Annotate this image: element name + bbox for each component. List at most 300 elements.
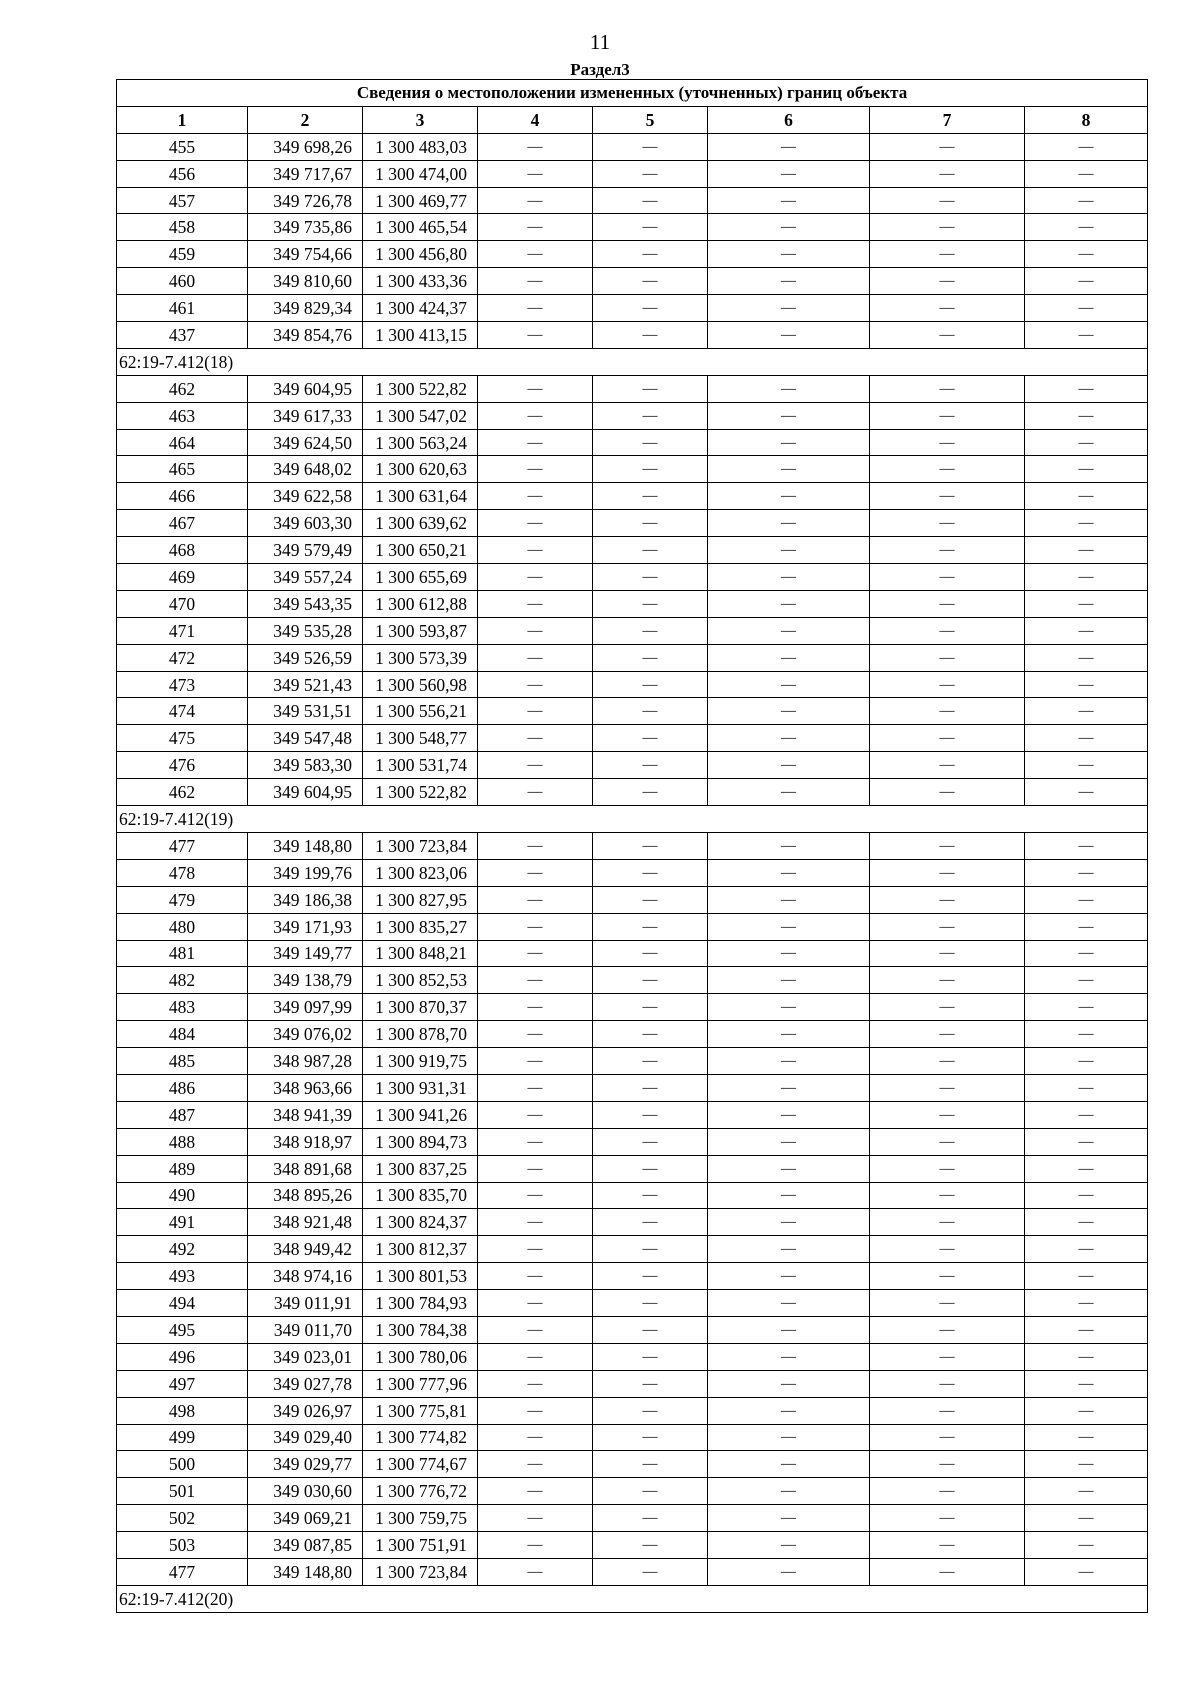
x-coordinate-cell: 349 604,95 — [248, 375, 363, 402]
x-coordinate-cell: 349 521,43 — [248, 671, 363, 698]
y-coordinate-cell: 1 300 612,88 — [363, 590, 478, 617]
x-coordinate-cell: 349 029,40 — [248, 1424, 363, 1451]
empty-value-cell: — — [593, 1209, 708, 1236]
empty-value-cell: — — [593, 429, 708, 456]
table-row — [117, 1532, 1148, 1559]
x-coordinate-cell: 349 810,60 — [248, 268, 363, 295]
empty-value-cell: — — [478, 1424, 593, 1451]
empty-value-cell: — — [708, 698, 870, 725]
table-row — [117, 375, 1148, 402]
empty-value-cell: — — [478, 375, 593, 402]
y-coordinate-cell: 1 300 777,96 — [363, 1370, 478, 1397]
empty-value-cell: — — [593, 375, 708, 402]
empty-value-cell: — — [478, 832, 593, 859]
empty-value-cell: — — [1025, 1532, 1148, 1559]
point-number-cell: 476 — [117, 752, 248, 779]
empty-value-cell: — — [708, 1182, 870, 1209]
empty-value-cell: — — [708, 859, 870, 886]
table-row — [117, 1424, 1148, 1451]
empty-value-cell: — — [478, 779, 593, 806]
y-coordinate-cell: 1 300 631,64 — [363, 483, 478, 510]
empty-value-cell: — — [593, 1290, 708, 1317]
x-coordinate-cell: 349 097,99 — [248, 994, 363, 1021]
empty-value-cell: — — [708, 617, 870, 644]
empty-value-cell: — — [870, 483, 1025, 510]
empty-value-cell: — — [478, 456, 593, 483]
x-coordinate-cell: 349 698,26 — [248, 133, 363, 160]
y-coordinate-cell: 1 300 723,84 — [363, 832, 478, 859]
empty-value-cell: — — [478, 1182, 593, 1209]
y-coordinate-cell: 1 300 774,82 — [363, 1424, 478, 1451]
y-coordinate-cell: 1 300 835,70 — [363, 1182, 478, 1209]
point-number-cell: 498 — [117, 1397, 248, 1424]
empty-value-cell: — — [593, 1182, 708, 1209]
point-number-cell: 488 — [117, 1128, 248, 1155]
empty-value-cell: — — [1025, 1074, 1148, 1101]
empty-value-cell: — — [870, 590, 1025, 617]
table-row — [117, 456, 1148, 483]
empty-value-cell: — — [708, 1128, 870, 1155]
point-number-cell: 494 — [117, 1290, 248, 1317]
empty-value-cell: — — [1025, 564, 1148, 591]
point-number-cell: 474 — [117, 698, 248, 725]
point-number-cell: 502 — [117, 1505, 248, 1532]
y-coordinate-cell: 1 300 469,77 — [363, 187, 478, 214]
empty-value-cell: — — [1025, 967, 1148, 994]
y-coordinate-cell: 1 300 522,82 — [363, 779, 478, 806]
empty-value-cell: — — [478, 590, 593, 617]
empty-value-cell: — — [1025, 1128, 1148, 1155]
empty-value-cell: — — [478, 752, 593, 779]
empty-value-cell: — — [478, 295, 593, 322]
empty-value-cell: — — [1025, 832, 1148, 859]
y-coordinate-cell: 1 300 837,25 — [363, 1155, 478, 1182]
empty-value-cell: — — [708, 1021, 870, 1048]
table-row — [117, 295, 1148, 322]
empty-value-cell: — — [708, 886, 870, 913]
y-coordinate-cell: 1 300 573,39 — [363, 644, 478, 671]
y-coordinate-cell: 1 300 801,53 — [363, 1263, 478, 1290]
point-number-cell: 459 — [117, 241, 248, 268]
empty-value-cell: — — [708, 322, 870, 349]
table-row — [117, 1128, 1148, 1155]
table-row — [117, 1155, 1148, 1182]
empty-value-cell: — — [593, 537, 708, 564]
y-coordinate-cell: 1 300 774,67 — [363, 1451, 478, 1478]
y-coordinate-cell: 1 300 563,24 — [363, 429, 478, 456]
empty-value-cell: — — [478, 268, 593, 295]
column-number-row — [117, 106, 1148, 133]
point-number-cell: 500 — [117, 1451, 248, 1478]
point-number-cell: 471 — [117, 617, 248, 644]
point-number-cell: 464 — [117, 429, 248, 456]
empty-value-cell: — — [708, 1478, 870, 1505]
empty-value-cell: — — [478, 698, 593, 725]
empty-value-cell: — — [870, 1451, 1025, 1478]
point-number-cell: 463 — [117, 402, 248, 429]
empty-value-cell: — — [708, 402, 870, 429]
table-row — [117, 133, 1148, 160]
empty-value-cell: — — [708, 1290, 870, 1317]
column-header: 8 — [1025, 106, 1148, 133]
empty-value-cell: — — [1025, 214, 1148, 241]
empty-value-cell: — — [1025, 1101, 1148, 1128]
empty-value-cell: — — [708, 268, 870, 295]
empty-value-cell: — — [593, 402, 708, 429]
x-coordinate-cell: 349 148,80 — [248, 1558, 363, 1585]
empty-value-cell: — — [1025, 1316, 1148, 1343]
empty-value-cell: — — [870, 994, 1025, 1021]
empty-value-cell: — — [708, 671, 870, 698]
table-row — [117, 510, 1148, 537]
empty-value-cell: — — [1025, 1558, 1148, 1585]
x-coordinate-cell: 349 171,93 — [248, 913, 363, 940]
x-coordinate-cell: 349 557,24 — [248, 564, 363, 591]
empty-value-cell: — — [478, 537, 593, 564]
table-row — [117, 268, 1148, 295]
y-coordinate-cell: 1 300 775,81 — [363, 1397, 478, 1424]
empty-value-cell: — — [478, 564, 593, 591]
empty-value-cell: — — [708, 456, 870, 483]
empty-value-cell: — — [478, 886, 593, 913]
x-coordinate-cell: 349 583,30 — [248, 752, 363, 779]
empty-value-cell: — — [708, 940, 870, 967]
x-coordinate-cell: 348 895,26 — [248, 1182, 363, 1209]
empty-value-cell: — — [708, 160, 870, 187]
empty-value-cell: — — [478, 1370, 593, 1397]
y-coordinate-cell: 1 300 531,74 — [363, 752, 478, 779]
empty-value-cell: — — [708, 133, 870, 160]
x-coordinate-cell: 349 027,78 — [248, 1370, 363, 1397]
x-coordinate-cell: 349 854,76 — [248, 322, 363, 349]
empty-value-cell: — — [1025, 940, 1148, 967]
empty-value-cell: — — [708, 295, 870, 322]
point-number-cell: 467 — [117, 510, 248, 537]
x-coordinate-cell: 349 717,67 — [248, 160, 363, 187]
table-row — [117, 241, 1148, 268]
point-number-cell: 477 — [117, 1558, 248, 1585]
empty-value-cell: — — [1025, 698, 1148, 725]
empty-value-cell: — — [708, 1397, 870, 1424]
y-coordinate-cell: 1 300 824,37 — [363, 1209, 478, 1236]
empty-value-cell: — — [870, 1155, 1025, 1182]
table-row — [117, 725, 1148, 752]
empty-value-cell: — — [1025, 886, 1148, 913]
table-row — [117, 1370, 1148, 1397]
table-row — [117, 1209, 1148, 1236]
y-coordinate-cell: 1 300 835,27 — [363, 913, 478, 940]
y-coordinate-cell: 1 300 424,37 — [363, 295, 478, 322]
y-coordinate-cell: 1 300 650,21 — [363, 537, 478, 564]
table-row — [117, 214, 1148, 241]
empty-value-cell: — — [478, 671, 593, 698]
empty-value-cell: — — [593, 1236, 708, 1263]
point-number-cell: 483 — [117, 994, 248, 1021]
x-coordinate-cell: 349 026,97 — [248, 1397, 363, 1424]
empty-value-cell: — — [708, 644, 870, 671]
y-coordinate-cell: 1 300 931,31 — [363, 1074, 478, 1101]
empty-value-cell: — — [870, 375, 1025, 402]
x-coordinate-cell: 349 829,34 — [248, 295, 363, 322]
empty-value-cell: — — [478, 1155, 593, 1182]
empty-value-cell: — — [478, 1451, 593, 1478]
empty-value-cell: — — [870, 644, 1025, 671]
y-coordinate-cell: 1 300 593,87 — [363, 617, 478, 644]
empty-value-cell: — — [1025, 375, 1148, 402]
empty-value-cell: — — [593, 241, 708, 268]
point-number-cell: 495 — [117, 1316, 248, 1343]
table-row — [117, 564, 1148, 591]
table-row — [117, 644, 1148, 671]
empty-value-cell: — — [593, 967, 708, 994]
x-coordinate-cell: 349 148,80 — [248, 832, 363, 859]
empty-value-cell: — — [870, 752, 1025, 779]
empty-value-cell: — — [1025, 1263, 1148, 1290]
table-row — [117, 1263, 1148, 1290]
empty-value-cell: — — [870, 1182, 1025, 1209]
empty-value-cell: — — [478, 994, 593, 1021]
table-row — [117, 1343, 1148, 1370]
point-number-cell: 466 — [117, 483, 248, 510]
column-header: 6 — [708, 106, 870, 133]
table-row — [117, 402, 1148, 429]
empty-value-cell: — — [708, 1316, 870, 1343]
empty-value-cell: — — [478, 1343, 593, 1370]
point-number-cell: 489 — [117, 1155, 248, 1182]
table-row — [117, 1048, 1148, 1075]
empty-value-cell: — — [708, 1370, 870, 1397]
empty-value-cell: — — [478, 1478, 593, 1505]
empty-value-cell: — — [870, 967, 1025, 994]
table-row — [117, 1021, 1148, 1048]
empty-value-cell: — — [1025, 1424, 1148, 1451]
x-coordinate-cell: 349 735,86 — [248, 214, 363, 241]
empty-value-cell: — — [708, 429, 870, 456]
empty-value-cell: — — [1025, 429, 1148, 456]
empty-value-cell: — — [1025, 322, 1148, 349]
x-coordinate-cell: 348 941,39 — [248, 1101, 363, 1128]
empty-value-cell: — — [708, 187, 870, 214]
empty-value-cell: — — [708, 537, 870, 564]
point-number-cell: 468 — [117, 537, 248, 564]
point-number-cell: 473 — [117, 671, 248, 698]
empty-value-cell: — — [1025, 268, 1148, 295]
empty-value-cell: — — [593, 456, 708, 483]
empty-value-cell: — — [708, 1424, 870, 1451]
empty-value-cell: — — [478, 1397, 593, 1424]
y-coordinate-cell: 1 300 784,38 — [363, 1316, 478, 1343]
empty-value-cell: — — [870, 1048, 1025, 1075]
empty-value-cell: — — [1025, 241, 1148, 268]
empty-value-cell: — — [593, 994, 708, 1021]
empty-value-cell: — — [593, 133, 708, 160]
y-coordinate-cell: 1 300 827,95 — [363, 886, 478, 913]
x-coordinate-cell: 348 918,97 — [248, 1128, 363, 1155]
point-number-cell: 499 — [117, 1424, 248, 1451]
x-coordinate-cell: 349 011,70 — [248, 1316, 363, 1343]
empty-value-cell: — — [593, 564, 708, 591]
x-coordinate-cell: 349 648,02 — [248, 456, 363, 483]
empty-value-cell: — — [708, 1155, 870, 1182]
x-coordinate-cell: 349 624,50 — [248, 429, 363, 456]
empty-value-cell: — — [1025, 1182, 1148, 1209]
table-row — [117, 886, 1148, 913]
empty-value-cell: — — [708, 375, 870, 402]
group-row — [117, 348, 1148, 375]
empty-value-cell: — — [478, 483, 593, 510]
empty-value-cell: — — [478, 1101, 593, 1128]
empty-value-cell: — — [870, 1021, 1025, 1048]
empty-value-cell: — — [1025, 295, 1148, 322]
empty-value-cell: — — [708, 1451, 870, 1478]
table-row — [117, 1101, 1148, 1128]
y-coordinate-cell: 1 300 548,77 — [363, 725, 478, 752]
point-number-cell: 472 — [117, 644, 248, 671]
point-number-cell: 462 — [117, 779, 248, 806]
empty-value-cell: — — [870, 241, 1025, 268]
empty-value-cell: — — [478, 940, 593, 967]
table-row — [117, 1074, 1148, 1101]
empty-value-cell: — — [870, 913, 1025, 940]
table-row — [117, 590, 1148, 617]
point-number-cell: 485 — [117, 1048, 248, 1075]
empty-value-cell: — — [708, 832, 870, 859]
point-number-cell: 492 — [117, 1236, 248, 1263]
empty-value-cell: — — [593, 1397, 708, 1424]
empty-value-cell: — — [870, 617, 1025, 644]
empty-value-cell: — — [478, 214, 593, 241]
table-row — [117, 1397, 1148, 1424]
empty-value-cell: — — [870, 1128, 1025, 1155]
empty-value-cell: — — [1025, 590, 1148, 617]
point-number-cell: 462 — [117, 375, 248, 402]
y-coordinate-cell: 1 300 878,70 — [363, 1021, 478, 1048]
empty-value-cell: — — [870, 295, 1025, 322]
empty-value-cell: — — [870, 1370, 1025, 1397]
empty-value-cell: — — [593, 913, 708, 940]
y-coordinate-cell: 1 300 639,62 — [363, 510, 478, 537]
empty-value-cell: — — [870, 1316, 1025, 1343]
table-row — [117, 1505, 1148, 1532]
x-coordinate-cell: 349 138,79 — [248, 967, 363, 994]
empty-value-cell: — — [870, 1478, 1025, 1505]
point-number-cell: 491 — [117, 1209, 248, 1236]
empty-value-cell: — — [478, 160, 593, 187]
empty-value-cell: — — [870, 1343, 1025, 1370]
table-row — [117, 752, 1148, 779]
empty-value-cell: — — [870, 1101, 1025, 1128]
empty-value-cell: — — [870, 537, 1025, 564]
empty-value-cell: — — [1025, 1451, 1148, 1478]
empty-value-cell: — — [478, 913, 593, 940]
empty-value-cell: — — [593, 886, 708, 913]
empty-value-cell: — — [708, 994, 870, 1021]
table-row — [117, 429, 1148, 456]
empty-value-cell: — — [870, 160, 1025, 187]
section-title: Раздел3 — [570, 60, 630, 79]
empty-value-cell: — — [478, 187, 593, 214]
empty-value-cell: — — [593, 1155, 708, 1182]
empty-value-cell: — — [870, 779, 1025, 806]
empty-value-cell: — — [593, 725, 708, 752]
point-number-cell: 469 — [117, 564, 248, 591]
y-coordinate-cell: 1 300 812,37 — [363, 1236, 478, 1263]
empty-value-cell: — — [1025, 483, 1148, 510]
table-row — [117, 967, 1148, 994]
empty-value-cell: — — [478, 1128, 593, 1155]
x-coordinate-cell: 349 535,28 — [248, 617, 363, 644]
empty-value-cell: — — [708, 967, 870, 994]
point-number-cell: 481 — [117, 940, 248, 967]
y-coordinate-cell: 1 300 919,75 — [363, 1048, 478, 1075]
empty-value-cell: — — [708, 214, 870, 241]
empty-value-cell: — — [1025, 725, 1148, 752]
empty-value-cell: — — [593, 1048, 708, 1075]
empty-value-cell: — — [1025, 617, 1148, 644]
x-coordinate-cell: 349 531,51 — [248, 698, 363, 725]
point-number-cell: 460 — [117, 268, 248, 295]
empty-value-cell: — — [870, 1236, 1025, 1263]
point-number-cell: 461 — [117, 295, 248, 322]
empty-value-cell: — — [708, 1505, 870, 1532]
point-number-cell: 455 — [117, 133, 248, 160]
table-row — [117, 617, 1148, 644]
table-row — [117, 1290, 1148, 1317]
table-row — [117, 1316, 1148, 1343]
empty-value-cell: — — [870, 832, 1025, 859]
empty-value-cell: — — [708, 1101, 870, 1128]
empty-value-cell: — — [708, 725, 870, 752]
empty-value-cell: — — [870, 1424, 1025, 1451]
empty-value-cell: — — [593, 1424, 708, 1451]
empty-value-cell: — — [593, 832, 708, 859]
column-header: 7 — [870, 106, 1025, 133]
empty-value-cell: — — [593, 752, 708, 779]
table-row — [117, 160, 1148, 187]
empty-value-cell: — — [1025, 160, 1148, 187]
y-coordinate-cell: 1 300 823,06 — [363, 859, 478, 886]
y-coordinate-cell: 1 300 413,15 — [363, 322, 478, 349]
table-row — [117, 994, 1148, 1021]
x-coordinate-cell: 349 526,59 — [248, 644, 363, 671]
x-coordinate-cell: 349 603,30 — [248, 510, 363, 537]
y-coordinate-cell: 1 300 483,03 — [363, 133, 478, 160]
empty-value-cell: — — [593, 1316, 708, 1343]
empty-value-cell: — — [593, 483, 708, 510]
group-row — [117, 806, 1148, 833]
y-coordinate-cell: 1 300 474,00 — [363, 160, 478, 187]
table-row — [117, 1451, 1148, 1478]
empty-value-cell: — — [870, 510, 1025, 537]
y-coordinate-cell: 1 300 620,63 — [363, 456, 478, 483]
x-coordinate-cell: 349 579,49 — [248, 537, 363, 564]
table-row — [117, 832, 1148, 859]
empty-value-cell: — — [478, 1263, 593, 1290]
empty-value-cell: — — [593, 617, 708, 644]
empty-value-cell: — — [593, 1101, 708, 1128]
table-row — [117, 913, 1148, 940]
table-row — [117, 1236, 1148, 1263]
table-row — [117, 779, 1148, 806]
table-row — [117, 859, 1148, 886]
empty-value-cell: — — [593, 1370, 708, 1397]
x-coordinate-cell: 349 726,78 — [248, 187, 363, 214]
empty-value-cell: — — [870, 456, 1025, 483]
empty-value-cell: — — [478, 967, 593, 994]
empty-value-cell: — — [870, 1209, 1025, 1236]
x-coordinate-cell: 349 023,01 — [248, 1343, 363, 1370]
point-number-cell: 458 — [117, 214, 248, 241]
